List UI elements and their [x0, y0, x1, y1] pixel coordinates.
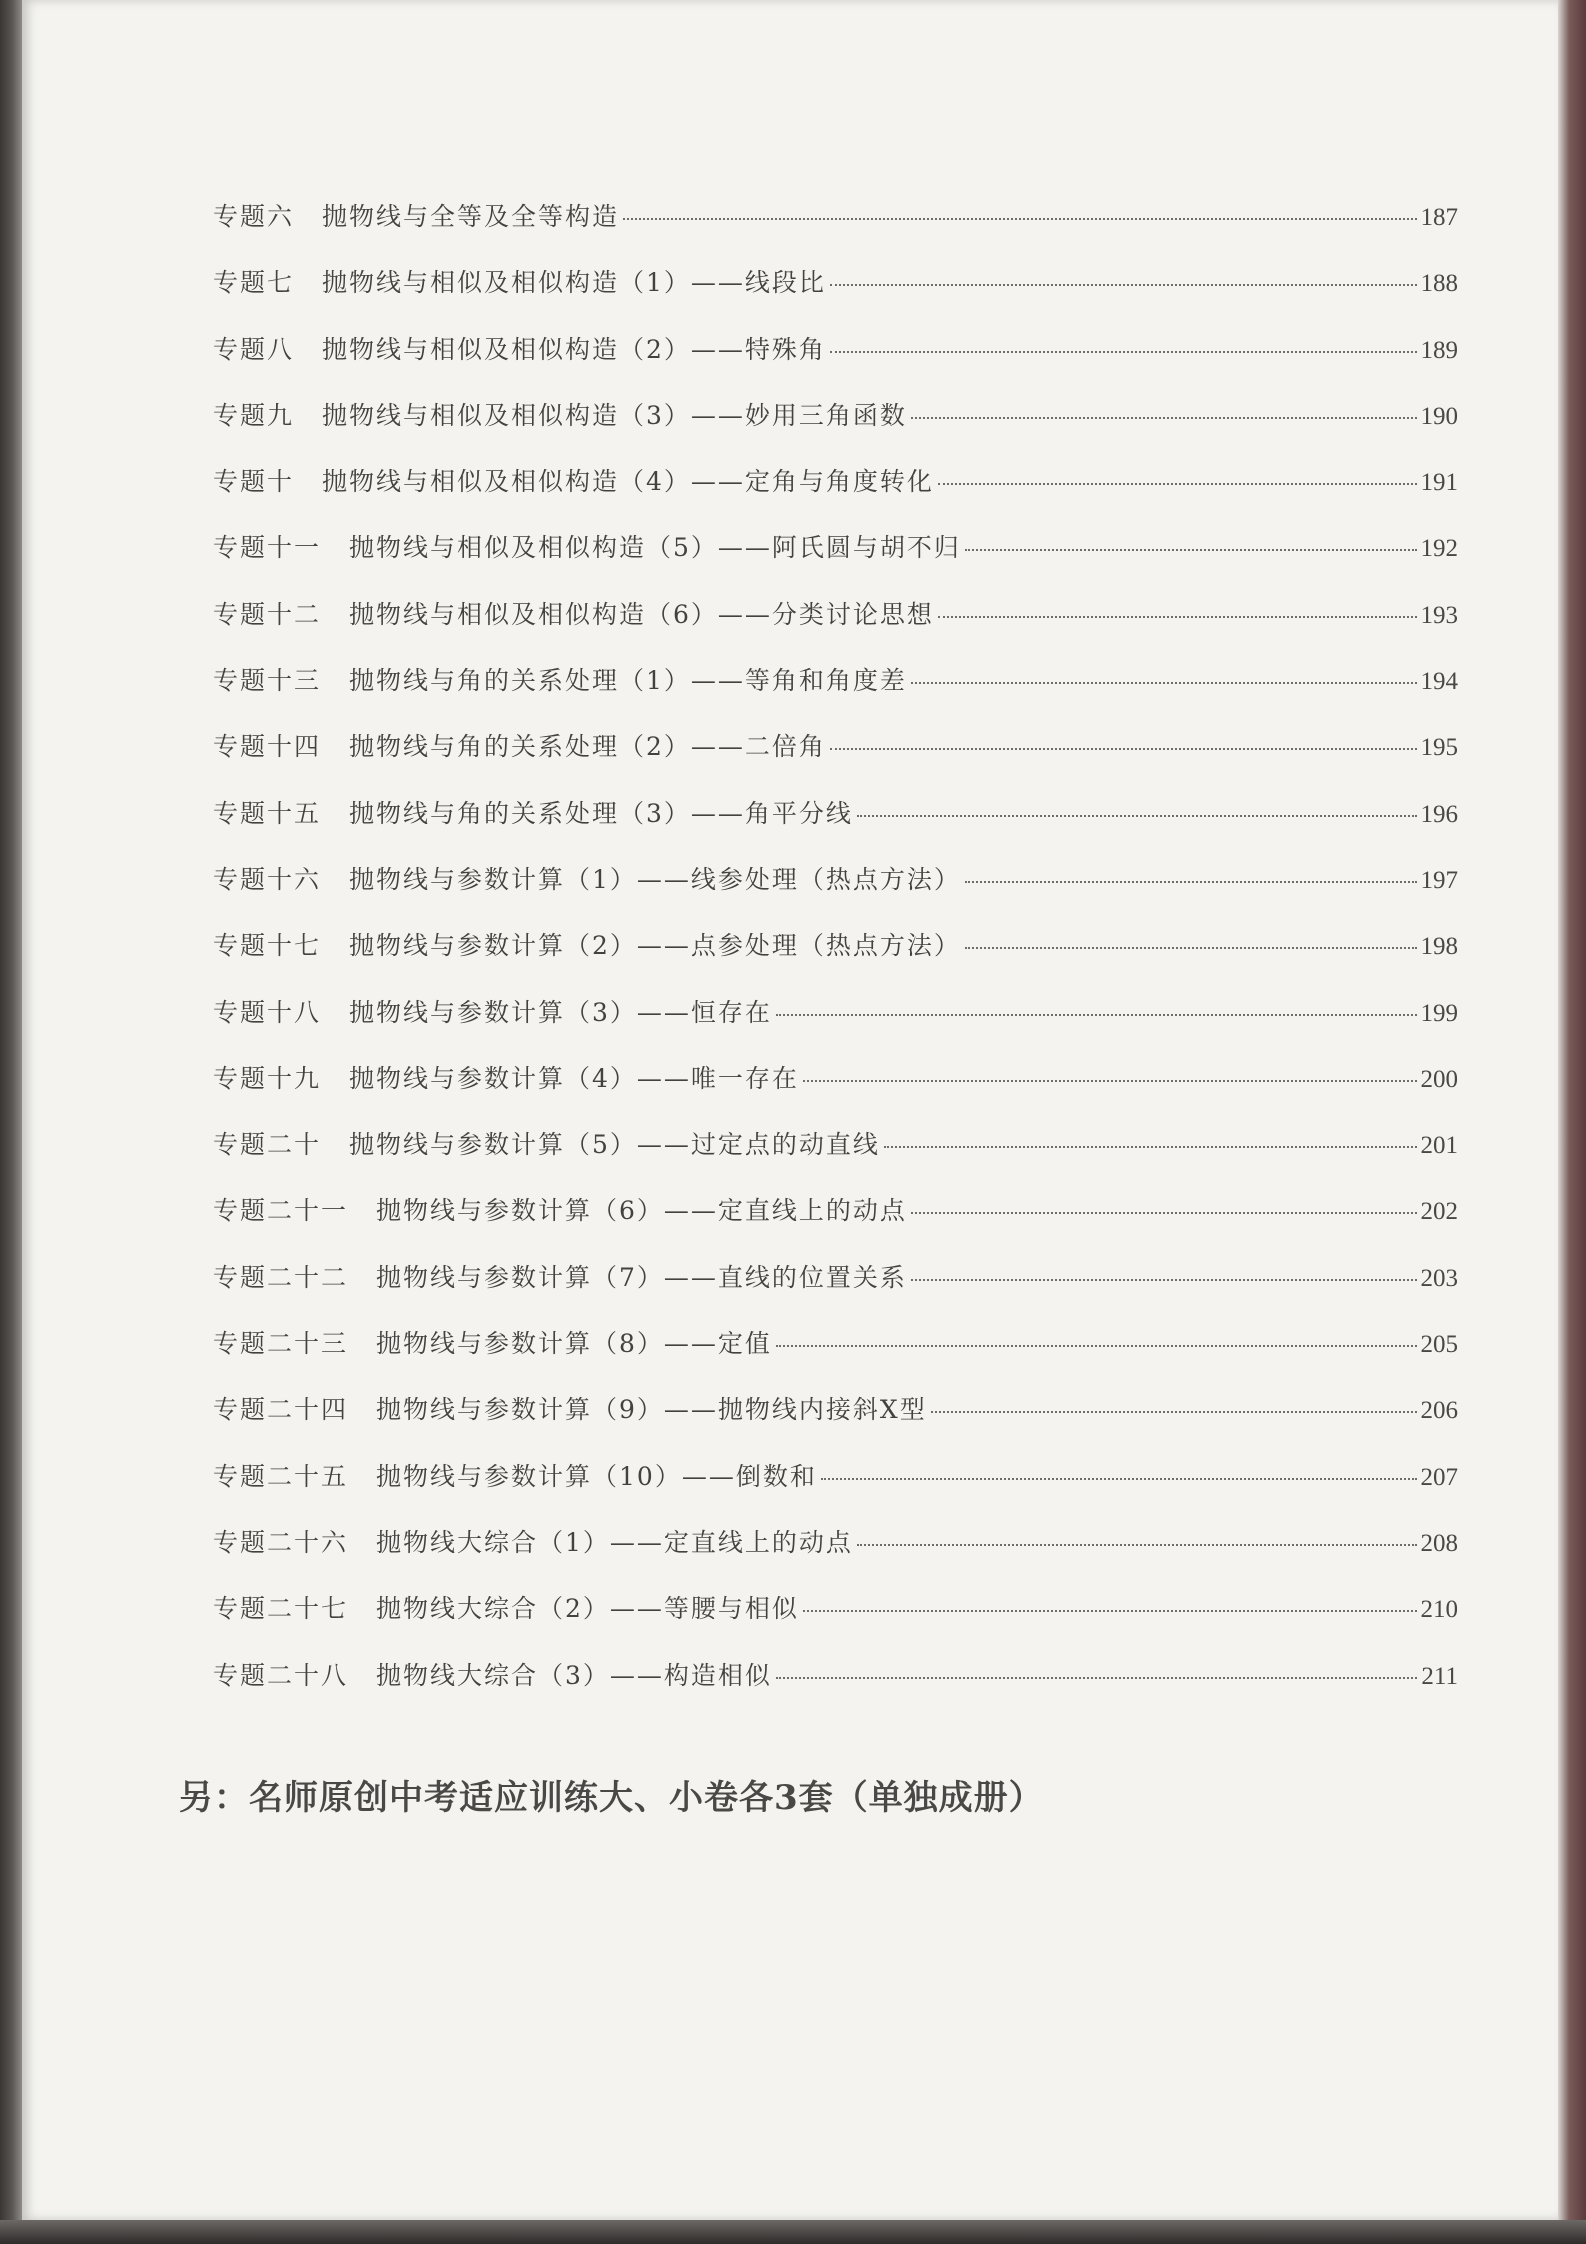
toc-entry-label: 专题十五: [213, 798, 322, 828]
toc-entry-title: 抛物线与角的关系处理（1）——等角和角度差: [349, 666, 907, 696]
toc-leader-dots: [821, 1478, 1417, 1480]
toc-entry-title: 抛物线与参数计算（2）——点参处理（热点方法）: [349, 931, 961, 961]
toc-entry: [213, 462, 1458, 528]
toc-entry-title: 抛物线与相似及相似构造（3）——妙用三角函数: [322, 400, 907, 430]
toc-leader-dots: [965, 881, 1417, 883]
toc-entry-title: 抛物线与参数计算（4）——唯一存在: [349, 1063, 799, 1093]
toc-leader-dots: [938, 483, 1417, 485]
toc-leader-dots: [965, 549, 1417, 551]
toc-entry-label: 专题二十一: [213, 1196, 349, 1226]
toc-leader-dots: [884, 1146, 1417, 1148]
toc-entry-title: 抛物线大综合（1）——定直线上的动点: [376, 1527, 853, 1557]
toc-entry-label: 专题二十三: [213, 1329, 349, 1359]
toc-entry-label: 专题十七: [213, 931, 322, 961]
toc-entry-label: 专题十: [213, 467, 295, 497]
toc-entry: [213, 595, 1458, 661]
toc-entry-label: 专题二十二: [213, 1262, 349, 1292]
toc-page-number: 206: [1420, 1397, 1458, 1425]
toc-entry-title: 抛物线大综合（2）——等腰与相似: [376, 1594, 799, 1624]
toc-entry-label: 专题十四: [213, 732, 322, 762]
toc-entry-title: 抛物线与参数计算（1）——线参处理（热点方法）: [349, 864, 961, 894]
toc-entry-title: 抛物线与相似及相似构造（6）——分类讨论思想: [349, 599, 934, 629]
toc-entry-title: 抛物线与参数计算（8）——定值: [376, 1329, 772, 1359]
toc-entry-title: 抛物线与相似及相似构造（1）——线段比: [322, 268, 826, 298]
toc-entry: [213, 661, 1458, 727]
toc-entry-title: 抛物线与相似及相似构造（2）——特殊角: [322, 334, 826, 364]
toc-page-number: 199: [1420, 999, 1458, 1027]
toc-page-number: 197: [1420, 866, 1458, 894]
toc-page-number: 205: [1420, 1331, 1458, 1359]
table-of-contents: [213, 197, 1458, 1722]
toc-entry: [213, 860, 1458, 926]
toc-entry: [213, 263, 1458, 329]
toc-entry-label: 专题二十六: [213, 1527, 349, 1557]
toc-entry: [213, 926, 1458, 992]
toc-page-number: 192: [1420, 535, 1458, 563]
toc-page-number: 207: [1420, 1463, 1458, 1491]
toc-entry-label: 专题十一: [213, 533, 322, 563]
toc-entry-label: 专题二十四: [213, 1395, 349, 1425]
toc-leader-dots: [938, 616, 1417, 618]
toc-entry-title: 抛物线与参数计算（9）——抛物线内接斜X型: [376, 1395, 927, 1425]
toc-entry: [213, 330, 1458, 396]
toc-entry-title: 抛物线与参数计算（5）——过定点的动直线: [349, 1130, 880, 1160]
toc-entry: [213, 197, 1458, 263]
toc-entry: [213, 993, 1458, 1059]
toc-leader-dots: [623, 218, 1416, 220]
toc-leader-dots: [931, 1411, 1417, 1413]
toc-leader-dots: [857, 1544, 1417, 1546]
toc-entry-label: 专题十二: [213, 599, 322, 629]
toc-leader-dots: [965, 947, 1417, 949]
toc-page-number: 200: [1420, 1065, 1458, 1093]
toc-page-number: 191: [1420, 469, 1458, 497]
toc-entry: [213, 1324, 1458, 1390]
book-edge-bottom: [0, 2220, 1586, 2244]
toc-leader-dots: [803, 1080, 1417, 1082]
toc-page-number: 201: [1420, 1132, 1458, 1160]
toc-entry-title: 抛物线与参数计算（7）——直线的位置关系: [376, 1262, 907, 1292]
toc-leader-dots: [776, 1345, 1417, 1347]
toc-entry-title: 抛物线与参数计算（6）——定直线上的动点: [376, 1196, 907, 1226]
toc-entry-title: 抛物线大综合（3）——构造相似: [376, 1660, 772, 1690]
toc-leader-dots: [911, 417, 1417, 419]
toc-leader-dots: [830, 351, 1417, 353]
book-binding-left: [0, 0, 22, 2244]
toc-entry: [213, 1523, 1458, 1589]
toc-entry-title: 抛物线与角的关系处理（3）——角平分线: [349, 798, 853, 828]
toc-entry: [213, 396, 1458, 462]
document-page: [22, 0, 1558, 2220]
toc-page-number: 210: [1420, 1596, 1458, 1624]
toc-entry-label: 专题二十八: [213, 1660, 349, 1690]
toc-entry-label: 专题十三: [213, 666, 322, 696]
toc-entry-label: 专题二十五: [213, 1461, 349, 1491]
toc-entry: [213, 727, 1458, 793]
toc-page-number: 187: [1420, 204, 1458, 231]
toc-page-number: 195: [1420, 734, 1458, 762]
toc-entry-label: 专题六: [213, 202, 295, 231]
toc-entry: [213, 528, 1458, 594]
toc-entry: [213, 1191, 1458, 1257]
toc-page-number: 194: [1420, 668, 1458, 696]
toc-entry-title: 抛物线与参数计算（3）——恒存在: [349, 997, 772, 1027]
toc-entry-label: 专题七: [213, 268, 295, 298]
toc-entry-title: 抛物线与全等及全等构造: [322, 202, 620, 231]
toc-entry-title: 抛物线与参数计算（10）——倒数和: [376, 1461, 817, 1491]
toc-entry: [213, 794, 1458, 860]
toc-leader-dots: [911, 1212, 1417, 1214]
toc-entry: [213, 1059, 1458, 1125]
toc-leader-dots: [830, 284, 1417, 286]
book-edge-right: [1558, 0, 1586, 2244]
toc-entry: [213, 1125, 1458, 1191]
footnote: 另：名师原创中考适应训练大、小卷各3套（单独成册）: [179, 1778, 1044, 1818]
toc-entry-title: 抛物线与角的关系处理（2）——二倍角: [349, 732, 826, 762]
toc-page-number: 202: [1420, 1198, 1458, 1226]
toc-page-number: 189: [1420, 336, 1458, 364]
toc-entry-label: 专题十九: [213, 1063, 322, 1093]
toc-leader-dots: [776, 1677, 1417, 1679]
toc-leader-dots: [857, 815, 1417, 817]
toc-entry: [213, 1589, 1458, 1655]
toc-page-number: 208: [1420, 1529, 1458, 1557]
toc-leader-dots: [830, 748, 1417, 750]
toc-entry: [213, 1656, 1458, 1722]
toc-entry: [213, 1258, 1458, 1324]
toc-leader-dots: [911, 1279, 1417, 1281]
toc-entry-label: 专题十八: [213, 997, 322, 1027]
toc-page-number: 211: [1421, 1662, 1458, 1690]
toc-entry-label: 专题八: [213, 334, 295, 364]
toc-entry-label: 专题二十七: [213, 1594, 349, 1624]
toc-page-number: 198: [1420, 933, 1458, 961]
toc-entry-label: 专题十六: [213, 864, 322, 894]
toc-leader-dots: [803, 1610, 1417, 1612]
toc-entry-label: 专题二十: [213, 1130, 322, 1160]
toc-entry-title: 抛物线与相似及相似构造（4）——定角与角度转化: [322, 467, 934, 497]
toc-page-number: 203: [1420, 1264, 1458, 1292]
toc-page-number: 188: [1420, 270, 1458, 298]
toc-entry-title: 抛物线与相似及相似构造（5）——阿氏圆与胡不归: [349, 533, 961, 563]
toc-page-number: 193: [1420, 601, 1458, 629]
toc-entry: [213, 1457, 1458, 1523]
toc-entry: [213, 1390, 1458, 1456]
toc-entry-label: 专题九: [213, 400, 295, 430]
toc-page-number: 196: [1420, 800, 1458, 828]
toc-leader-dots: [776, 1014, 1417, 1016]
toc-page-number: 190: [1420, 402, 1458, 430]
toc-leader-dots: [911, 682, 1417, 684]
